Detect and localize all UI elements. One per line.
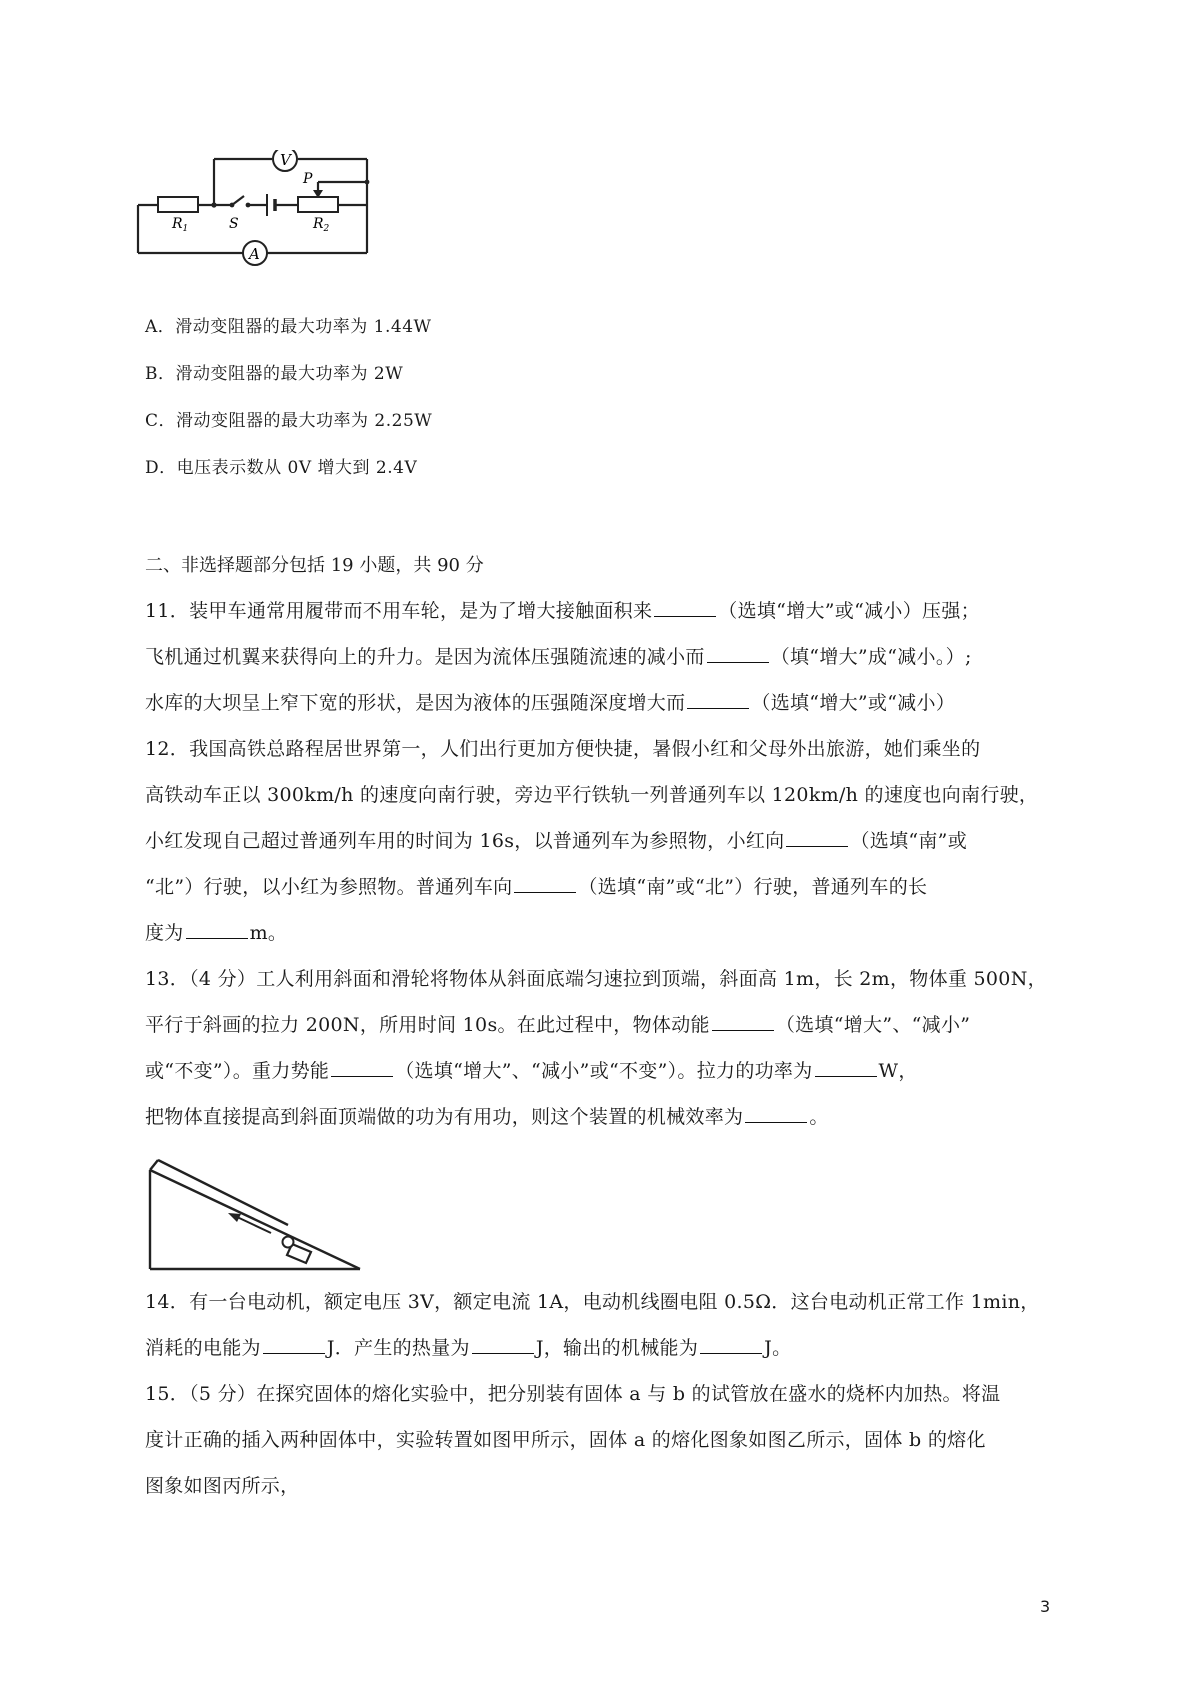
q14-line-2: 消耗的电能为 J．产生的热量为 J，输出的机械能为 J。 [145, 1337, 792, 1359]
q11-line-3: 水库的大坝呈上窄下宽的形状，是因为液体的压强随深度增大而 （选填“增大”或“减小） [145, 692, 956, 714]
q15-line-2: 度计正确的插入两种固体中，实验转置如图甲所示，固体 a 的熔化图象如图乙所示，固体 b 的熔化 [145, 1429, 986, 1451]
q13-line-2: 平行于斜画的拉力 200N，所用时间 10s。在此过程中，物体动能 （选填“增大”、“减小” [145, 1014, 971, 1036]
incline-diagram [140, 1150, 365, 1275]
junction-dot [365, 180, 370, 185]
junction-dot [246, 203, 251, 208]
answer-blank[interactable] [263, 1335, 325, 1354]
answer-blank[interactable] [745, 1104, 807, 1123]
answer-blank[interactable] [186, 920, 248, 939]
q11-line-2: 飞机通过机翼来获得向上的升力。是因为流体压强随流速的减小而 （填“增大”成“减小。）; [145, 646, 972, 668]
answer-blank[interactable] [700, 1335, 762, 1354]
answer-blank[interactable] [331, 1058, 393, 1077]
r1-label: $R_1$ [172, 216, 189, 234]
q14-line-1: 14．有一台电动机，额定电压 3V，额定电流 1A，电动机线圈电阻 0.5Ω．这台电动机正常工作 1min， [145, 1291, 1040, 1313]
answer-blank[interactable] [472, 1335, 534, 1354]
switch-label: S [229, 216, 239, 232]
q13-line-4: 把物体直接提高到斜面顶端做的功为有用功，则这个装置的机械效率为 。 [145, 1106, 829, 1128]
answer-blank[interactable] [712, 1012, 774, 1031]
rheostat-r2 [298, 197, 338, 212]
q15-line-1: 15．（5 分）在探究固体的熔化实验中，把分别装有固体 a 与 b 的试管放在盛水的烧杯内加热。将温 [145, 1383, 1001, 1405]
q13-line-1: 13．（4 分）工人利用斜面和滑轮将物体从斜面底端匀速拉到顶端，斜面高 1m，长 2m，物体重 500N， [145, 968, 1047, 990]
q15-line-3: 图象如图丙所示， [145, 1475, 300, 1497]
q12-line-1: 12．我国高铁总路程居世界第一，人们出行更加方便快捷，暑假小红和父母外出旅游，她们乘坐的 [145, 738, 981, 760]
q12-line-5: 度为 m。 [145, 922, 288, 944]
resistor-r1 [158, 197, 198, 212]
option-b: B．滑动变阻器的最大功率为 2W [145, 364, 404, 384]
answer-blank[interactable] [707, 644, 769, 663]
force-arrowhead [228, 1213, 241, 1222]
answer-blank[interactable] [654, 598, 716, 617]
answer-blank[interactable] [514, 874, 576, 893]
slider-label: P [303, 171, 313, 187]
option-d: D．电压表示数从 0V 增大到 2.4V [145, 458, 418, 478]
q12-line-4: “北”）行驶，以小红为参照物。普通列车向 （选填“南”或“北”）行驶，普通列车的长 [145, 876, 928, 898]
answer-blank[interactable] [687, 690, 749, 709]
page-number: 3 [1040, 1597, 1051, 1616]
option-c: C．滑动变阻器的最大功率为 2.25W [145, 411, 433, 431]
ammeter-label: A [249, 245, 260, 263]
q12-line-2: 高铁动车正以 300km/h 的速度向南行驶，旁边平行铁轨一列普通列车以 120km/h 的速度也向南行驶， [145, 784, 1039, 806]
section-title: 二、非选择题部分包括 19 小题，共 90 分 [145, 555, 484, 576]
answer-blank[interactable] [786, 828, 848, 847]
junction-dot [211, 202, 216, 207]
circuit-diagram [130, 150, 410, 275]
q13-line-3: 或“不变”）。重力势能 （选填“增大”、“减小”或“不变”）。拉力的功率为 W， [145, 1060, 918, 1082]
pulley [283, 1237, 294, 1248]
answer-blank[interactable] [815, 1058, 877, 1077]
q11-line-1: 11．装甲车通常用履带而不用车轮，是为了增大接触面积来 （选填“增大”或“减小）压强； [145, 600, 980, 622]
q12-line-3: 小红发现自己超过普通列车用的时间为 16s，以普通列车为参照物，小红向 （选填“南”或 [145, 830, 967, 852]
option-a: A．滑动变阻器的最大功率为 1.44W [145, 317, 432, 337]
r2-label: $R_2$ [313, 216, 330, 234]
voltmeter-label: V [280, 151, 291, 169]
junction-dot [230, 203, 235, 208]
